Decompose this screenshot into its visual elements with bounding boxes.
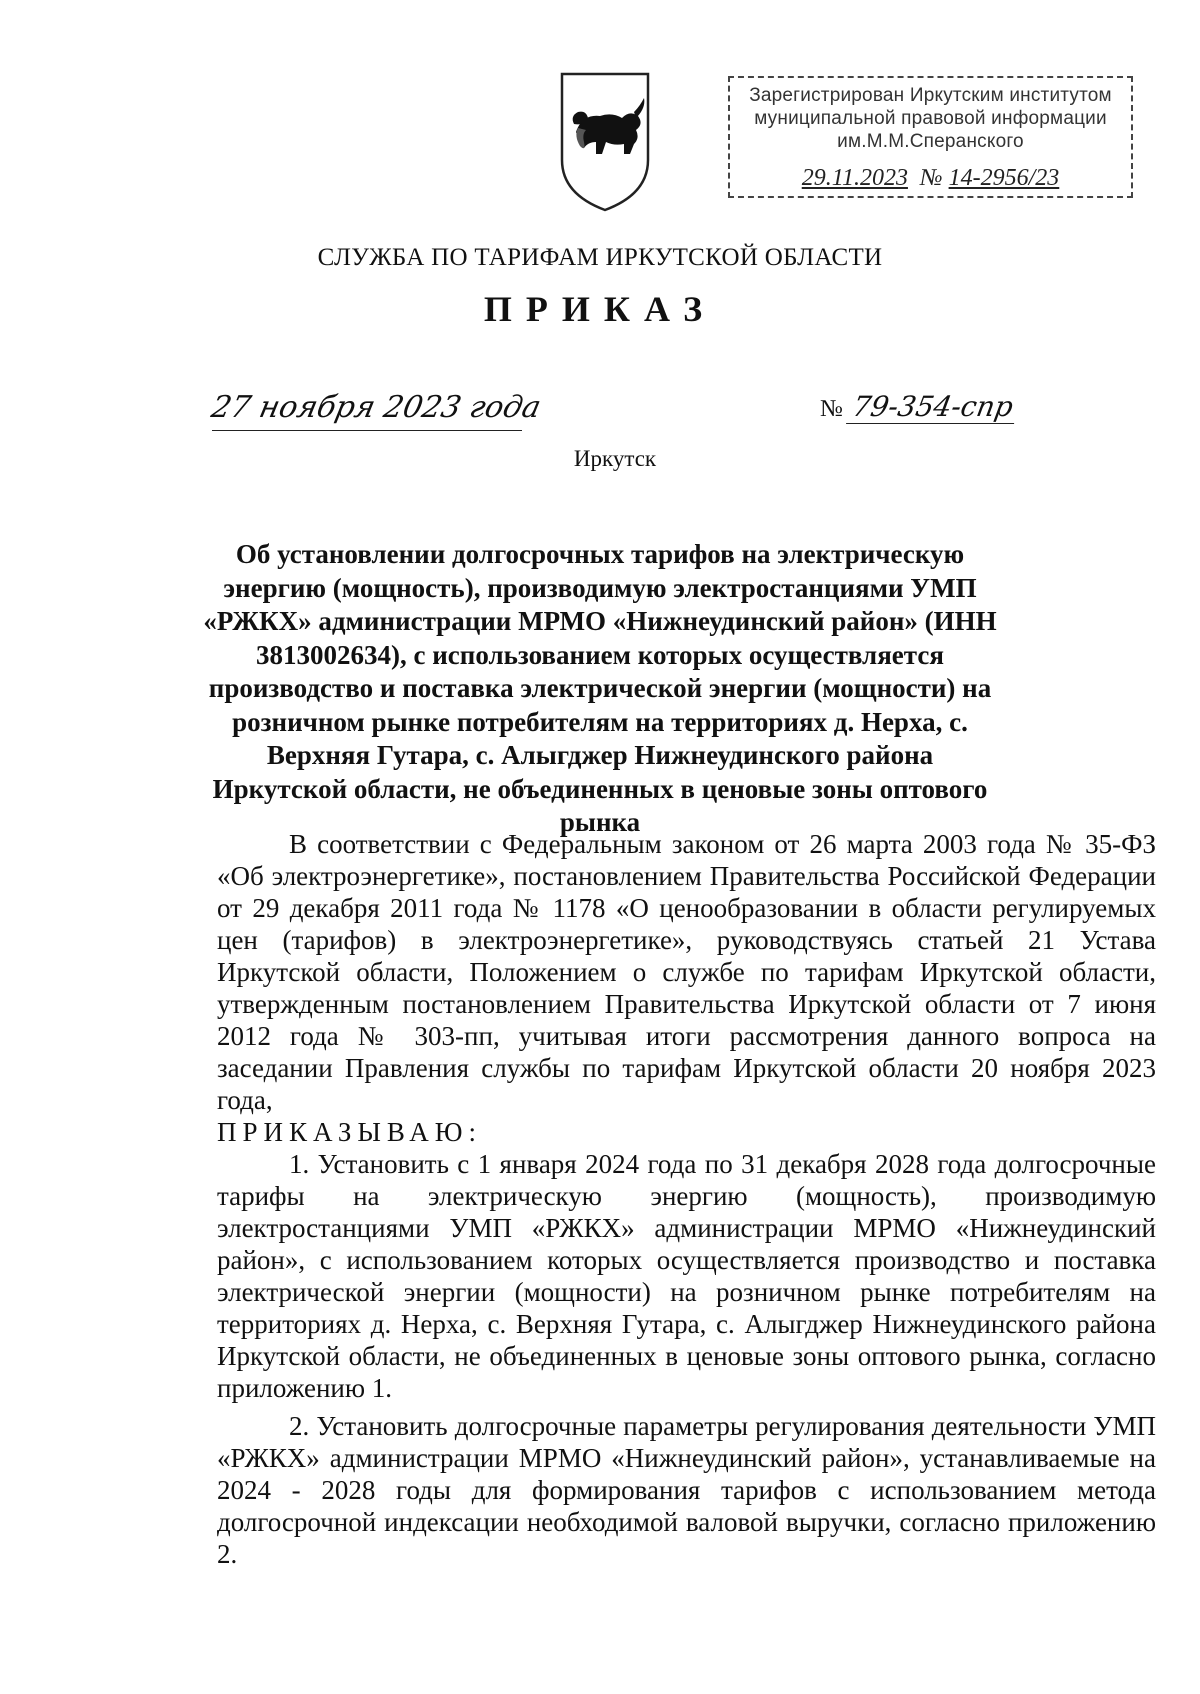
preamble-paragraph: В соответствии с Федеральным законом от 26 марта 2003 года № 35-ФЗ «Об электроэнергетике», постановлением Правительства Российской Федерации от 29 декабря 2011 года № 1178 «О ценообразовании в области регулируемых цен (тарифов) в электроэнергетике», руководствуясь статьей 21 Устава Иркутской области, Положением о службе по тарифам Иркутской области, утвержденным постановлением Правительства Иркутской области от 7 июня 2012 года № 303-пп, учитывая итоги рассмотрения данного вопроса на заседании Правления службы по тарифам Иркутской области 20 ноября 2023 года, — [217, 829, 1156, 1115]
document-type: ПРИКАЗ — [483, 289, 717, 329]
order-number-sign: № — [820, 396, 843, 422]
item-2-paragraph: 2. Установить долгосрочные параметры регулирования деятельности УМП «РЖКХ» администрации МРМО «Нижнеудинский район», устанавливаемые на 2024 - 2028 годы для формирования тарифов с использованием метода долгосрочной индексации необходимой валовой выручки, согласно приложению 2. — [217, 1411, 1156, 1569]
stamp-line-2: муниципальной правовой информации — [754, 108, 1107, 129]
order-word: ПРИКАЗЫВАЮ: — [217, 1117, 482, 1147]
stamp-registration-number: 14-2956/23 — [948, 165, 1060, 191]
stamp-line-1: Зарегистрирован Иркутским институтом — [749, 85, 1112, 106]
stamp-number-sign: № — [919, 165, 943, 191]
registration-stamp — [728, 76, 1133, 198]
city: Иркутск — [573, 446, 657, 471]
document-body — [217, 828, 1156, 1570]
stamp-line-3: им.М.М.Сперанского — [837, 131, 1024, 152]
agency-name: СЛУЖБА ПО ТАРИФАМ ИРКУТСКОЙ ОБЛАСТИ — [317, 244, 883, 271]
irkutsk-coat-of-arms-icon — [560, 72, 650, 212]
order-number-block — [820, 390, 1017, 424]
order-date: 27 ноября 2023 года — [208, 390, 545, 425]
stamp-registration-date: 29.11.2023 — [801, 165, 908, 191]
stamp-registration-row — [730, 165, 1131, 192]
item-1-paragraph: 1. Установить с 1 января 2024 года по 31 декабря 2028 года долгосрочные тарифы на электрическую энергию (мощность), производимую электростанциями УМП «РЖКХ» администрации МРМО «Нижнеудинский район», с использованием которых осуществляется производство и поставка электрической энергии (мощности) на розничном рынке потребителям на территориях д. Нерха, с. Верхняя Гутара, с. Алыгджер Нижнеудинского района Иркутской области, не объединенных в ценовые зоны оптового рынка, согласно приложению 1. — [217, 1149, 1156, 1403]
order-number: 79-354-спр — [846, 390, 1020, 424]
document-title: Об установлении долгосрочных тарифов на электрическую энергию (мощность), производимую электростанциями УМП «РЖКХ» администрации МРМО «Нижнеудинский район» (ИНН 3813002634), с использованием которых осуществляется производство и поставка электрической энергии (мощности) на розничном рынке потребителям на территориях д. Нерха, с. Верхняя Гутара, с. Алыгджер Нижнеудинского района Иркутской области, не объединенных в ценовые зоны оптового рынка — [203, 539, 997, 837]
date-underline — [212, 430, 522, 431]
